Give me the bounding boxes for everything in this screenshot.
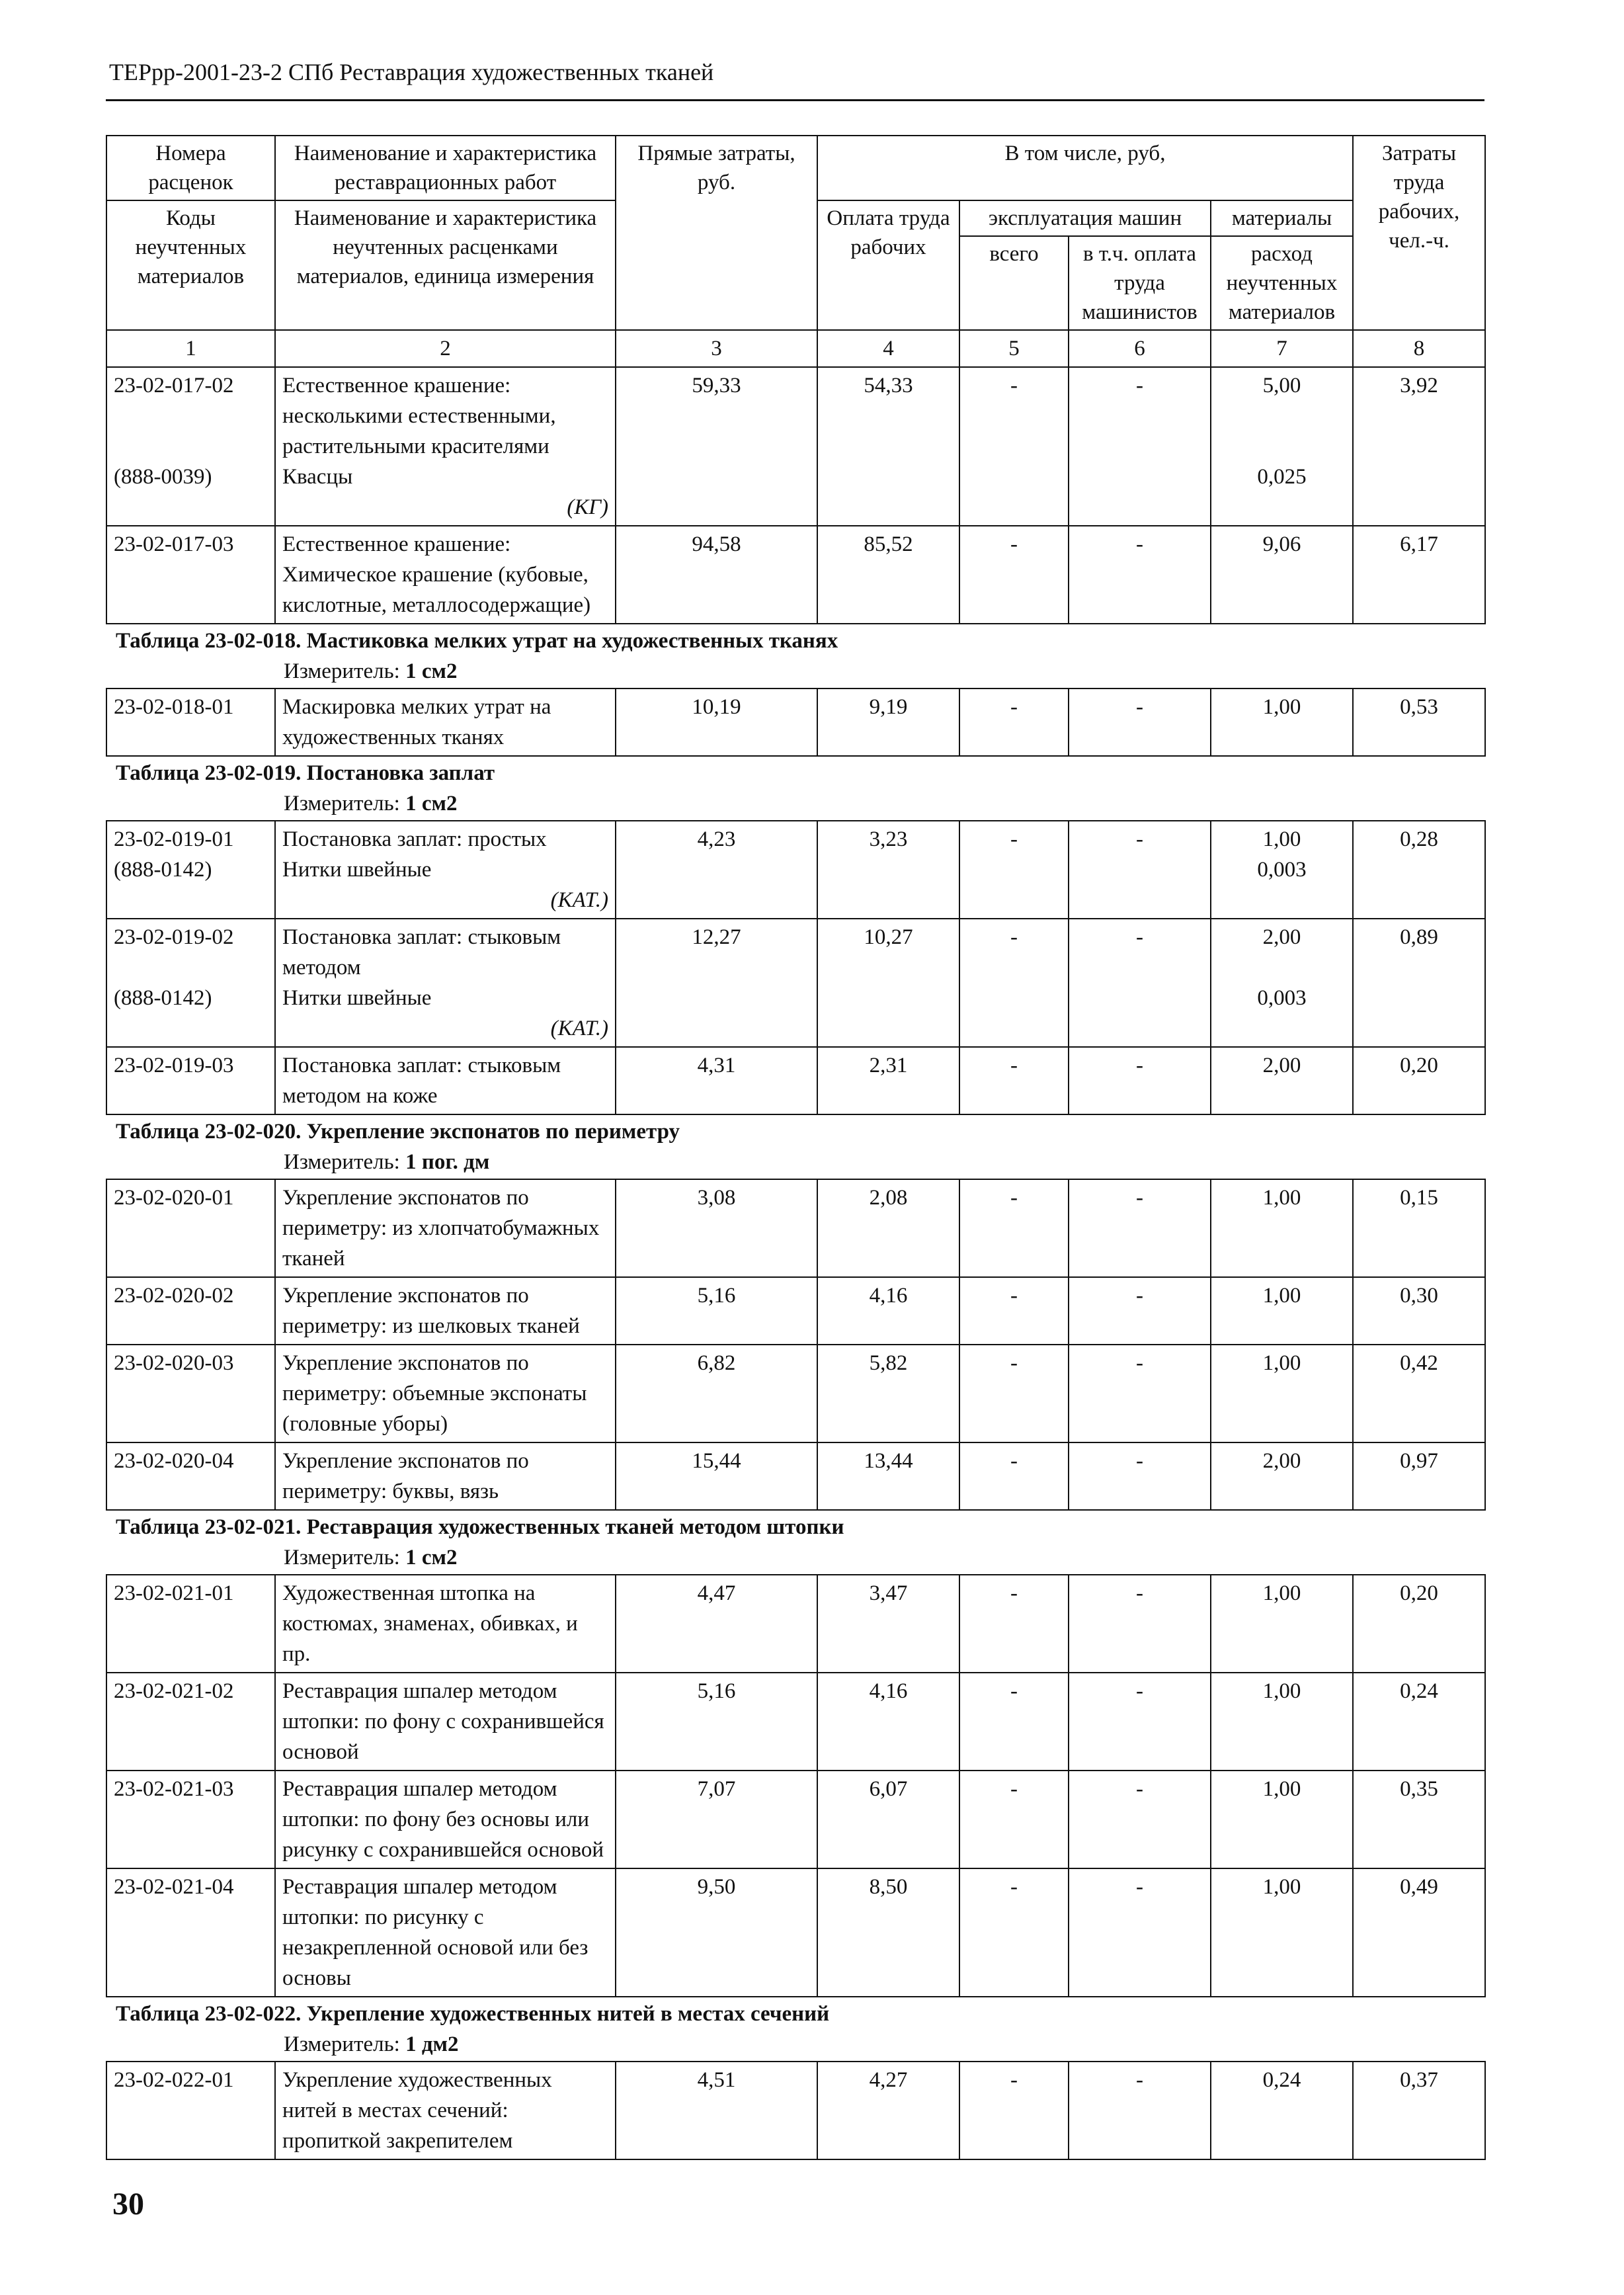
col-num: 7 xyxy=(1211,330,1353,367)
col-head-direct-costs: Прямые затраты, руб. xyxy=(616,136,817,330)
table-row xyxy=(106,1771,1485,1868)
direct-cost: 5,16 xyxy=(616,1673,817,1771)
worker-pay: 9,19 xyxy=(817,689,959,756)
worker-pay: 10,27 xyxy=(817,919,959,1047)
col-head-including: В том числе, руб, xyxy=(817,136,1353,200)
rate-code: 23-02-022-01 xyxy=(106,2062,275,2159)
material-use: 0,003 xyxy=(1257,986,1307,1010)
direct-cost: 4,23 xyxy=(616,821,817,919)
worker-pay: 3,47 xyxy=(817,1575,959,1673)
machines-total: - xyxy=(959,1673,1069,1771)
col-head-labor: Затраты труда рабочих, чел.-ч. xyxy=(1353,136,1485,330)
machines-total: - xyxy=(959,1047,1069,1114)
labor-cost: 3,92 xyxy=(1353,367,1485,526)
direct-cost: 6,82 xyxy=(616,1345,817,1442)
direct-cost: 4,51 xyxy=(616,2062,817,2159)
work-name: Укрепление экспонатов по периметру: из шелковых тканей xyxy=(275,1277,616,1345)
section-title: Таблица 23-02-019. Постановка заплат xyxy=(116,761,495,785)
labor-cost: 0,15 xyxy=(1353,1179,1485,1277)
machines-total: - xyxy=(959,1179,1069,1277)
operator-pay: - xyxy=(1069,1575,1211,1673)
table-row xyxy=(106,919,1485,1047)
worker-pay: 5,82 xyxy=(817,1345,959,1442)
materials-cost: 1,00 xyxy=(1211,1673,1353,1771)
work-name: Естественное крашение: несколькими естественными, растительными красителями xyxy=(282,374,556,458)
table-row xyxy=(106,526,1485,624)
col-head-machines: эксплуатация машин xyxy=(959,200,1211,236)
rate-code: 23-02-018-01 xyxy=(106,689,275,756)
labor-cost: 0,49 xyxy=(1353,1868,1485,1997)
labor-cost: 0,42 xyxy=(1353,1345,1485,1442)
col-num: 5 xyxy=(959,330,1069,367)
table-row xyxy=(106,1868,1485,1997)
direct-cost: 94,58 xyxy=(616,526,817,624)
section-title: Таблица 23-02-021. Реставрация художественных тканей методом штопки xyxy=(116,1515,844,1539)
machines-total: - xyxy=(959,1575,1069,1673)
machines-total: - xyxy=(959,689,1069,756)
worker-pay: 2,31 xyxy=(817,1047,959,1114)
operator-pay: - xyxy=(1069,367,1211,526)
operator-pay: - xyxy=(1069,919,1211,1047)
table-row xyxy=(106,2062,1485,2159)
direct-cost: 7,07 xyxy=(616,1771,817,1868)
section-title: Таблица 23-02-018. Мастиковка мелких утрат на художественных тканях xyxy=(116,629,838,653)
labor-cost: 0,24 xyxy=(1353,1673,1485,1771)
materials-cost: 9,06 xyxy=(1211,526,1353,624)
worker-pay: 4,27 xyxy=(817,2062,959,2159)
machines-total: - xyxy=(959,526,1069,624)
measure-value: 1 см2 xyxy=(405,1546,458,1569)
operator-pay: - xyxy=(1069,526,1211,624)
materials-cost: 5,00 xyxy=(1262,374,1301,397)
material-name: Квасцы xyxy=(282,465,353,489)
worker-pay: 4,16 xyxy=(817,1673,959,1771)
material-use: 0,025 xyxy=(1257,465,1307,489)
rates-table xyxy=(106,135,1486,2160)
table-row xyxy=(106,1179,1485,1277)
machines-total: - xyxy=(959,1868,1069,1997)
work-name: Естественное крашение: Химическое крашение (кубовые, кислотные, металлосодержащие) xyxy=(275,526,616,624)
operator-pay: - xyxy=(1069,1179,1211,1277)
operator-pay: - xyxy=(1069,1868,1211,1997)
worker-pay: 4,16 xyxy=(817,1277,959,1345)
labor-cost: 0,37 xyxy=(1353,2062,1485,2159)
materials-cost: 1,00 xyxy=(1211,1575,1353,1673)
material-code: (888-0142) xyxy=(114,986,212,1010)
worker-pay: 13,44 xyxy=(817,1442,959,1510)
labor-cost: 0,20 xyxy=(1353,1047,1485,1114)
material-code: (888-0039) xyxy=(114,465,212,489)
measure-value: 1 дм2 xyxy=(405,2032,459,2056)
rate-code: 23-02-020-04 xyxy=(106,1442,275,1510)
page-number: 30 xyxy=(112,2187,144,2222)
materials-cost: 1,00 xyxy=(1262,827,1301,851)
work-name: Постановка заплат: стыковым методом xyxy=(282,925,561,980)
operator-pay: - xyxy=(1069,1442,1211,1510)
direct-cost: 9,50 xyxy=(616,1868,817,1997)
direct-cost: 10,19 xyxy=(616,689,817,756)
operator-pay: - xyxy=(1069,1277,1211,1345)
table-row xyxy=(106,689,1485,756)
material-unit: (КАТ.) xyxy=(550,888,608,912)
work-name: Постановка заплат: стыковым методом на коже xyxy=(275,1047,616,1114)
work-name: Реставрация шпалер методом штопки: по фону с сохранившейся основой xyxy=(275,1673,616,1771)
col-num: 8 xyxy=(1353,330,1485,367)
direct-cost: 59,33 xyxy=(616,367,817,526)
measure-value: 1 пог. дм xyxy=(405,1150,490,1174)
work-name: Постановка заплат: простых xyxy=(282,827,547,851)
work-name: Маскировка мелких утрат на художественных тканях xyxy=(275,689,616,756)
materials-cost: 1,00 xyxy=(1211,1771,1353,1868)
operator-pay: - xyxy=(1069,2062,1211,2159)
col-num: 4 xyxy=(817,330,959,367)
materials-cost: 1,00 xyxy=(1211,689,1353,756)
materials-cost: 2,00 xyxy=(1211,1047,1353,1114)
table-row xyxy=(106,1442,1485,1510)
material-unit: (КАТ.) xyxy=(550,1017,608,1040)
rate-code: 23-02-019-02 xyxy=(114,925,234,949)
worker-pay: 3,23 xyxy=(817,821,959,919)
section-title: Таблица 23-02-022. Укрепление художественных нитей в местах сечений xyxy=(116,2002,830,2026)
operator-pay: - xyxy=(1069,1673,1211,1771)
labor-cost: 6,17 xyxy=(1353,526,1485,624)
table-row xyxy=(106,1673,1485,1771)
col-num: 1 xyxy=(106,330,275,367)
table-row xyxy=(106,367,1485,526)
column-numbers xyxy=(106,330,1485,367)
operator-pay: - xyxy=(1069,821,1211,919)
machines-total: - xyxy=(959,821,1069,919)
table-row xyxy=(106,1047,1485,1114)
section-title: Таблица 23-02-020. Укрепление экспонатов по периметру xyxy=(116,1120,680,1144)
col-num: 6 xyxy=(1069,330,1211,367)
table-row xyxy=(106,1277,1485,1345)
measure-value: 1 см2 xyxy=(405,792,458,815)
labor-cost: 0,28 xyxy=(1353,821,1485,919)
table-row xyxy=(106,1345,1485,1442)
col-num: 3 xyxy=(616,330,817,367)
material-name: Нитки швейные xyxy=(282,858,432,882)
rate-code: 23-02-021-02 xyxy=(106,1673,275,1771)
labor-cost: 0,30 xyxy=(1353,1277,1485,1345)
machines-total: - xyxy=(959,1442,1069,1510)
materials-cost: 1,00 xyxy=(1211,1179,1353,1277)
materials-cost: 2,00 xyxy=(1262,925,1301,949)
measure-label: Измеритель: xyxy=(284,659,400,683)
machines-total: - xyxy=(959,1277,1069,1345)
labor-cost: 0,35 xyxy=(1353,1771,1485,1868)
machines-total: - xyxy=(959,1771,1069,1868)
machines-total: - xyxy=(959,2062,1069,2159)
running-header: ТЕРрр-2001-23-2 СПб Реставрация художественных тканей xyxy=(109,59,714,85)
worker-pay: 2,08 xyxy=(817,1179,959,1277)
labor-cost: 0,97 xyxy=(1353,1442,1485,1510)
material-code: (888-0142) xyxy=(114,858,212,882)
worker-pay: 8,50 xyxy=(817,1868,959,1997)
measure-label: Измеритель: xyxy=(284,1546,400,1569)
work-name: Реставрация шпалер методом штопки: по фону без основы или рисунку с сохранившейся основой xyxy=(275,1771,616,1868)
worker-pay: 54,33 xyxy=(817,367,959,526)
labor-cost: 0,89 xyxy=(1353,919,1485,1047)
machines-total: - xyxy=(959,919,1069,1047)
rate-code: 23-02-021-04 xyxy=(106,1868,275,1997)
operator-pay: - xyxy=(1069,689,1211,756)
col-head-material-name: Наименование и характеристика неучтенных расценками материалов, единица измерения xyxy=(275,200,616,330)
col-head-work-name: Наименование и характеристика реставрационных работ xyxy=(275,136,616,200)
col-num: 2 xyxy=(275,330,616,367)
material-unit: (КГ) xyxy=(567,495,608,519)
worker-pay: 6,07 xyxy=(817,1771,959,1868)
col-head-material-use: расход неучтенных материалов xyxy=(1211,236,1353,330)
worker-pay: 85,52 xyxy=(817,526,959,624)
machines-total: - xyxy=(959,367,1069,526)
direct-cost: 12,27 xyxy=(616,919,817,1047)
work-name: Укрепление экспонатов по периметру: буквы, вязь xyxy=(275,1442,616,1510)
direct-cost: 5,16 xyxy=(616,1277,817,1345)
material-name: Нитки швейные xyxy=(282,986,432,1010)
table-row xyxy=(106,821,1485,919)
work-name: Укрепление экспонатов по периметру: из хлопчатобумажных тканей xyxy=(275,1179,616,1277)
direct-cost: 3,08 xyxy=(616,1179,817,1277)
table-row xyxy=(106,1575,1485,1673)
direct-cost: 4,47 xyxy=(616,1575,817,1673)
rate-code: 23-02-020-02 xyxy=(106,1277,275,1345)
rate-code: 23-02-019-01 xyxy=(114,827,234,851)
materials-cost: 1,00 xyxy=(1211,1277,1353,1345)
work-name: Укрепление экспонатов по периметру: объемные экспонаты (головные уборы) xyxy=(275,1345,616,1442)
rate-code: 23-02-019-03 xyxy=(106,1047,275,1114)
rate-code: 23-02-017-03 xyxy=(106,526,275,624)
col-head-machines-total: всего xyxy=(959,236,1069,330)
labor-cost: 0,20 xyxy=(1353,1575,1485,1673)
work-name: Укрепление художественных нитей в местах сечений: пропиткой закрепителем xyxy=(275,2062,616,2159)
col-head-rate-numbers: Номера расценок xyxy=(106,136,275,200)
material-use: 0,003 xyxy=(1257,858,1307,882)
col-head-operator-pay: в т.ч. оплата труда машинистов xyxy=(1069,236,1211,330)
work-name: Реставрация шпалер методом штопки: по рисунку с незакрепленной основой или без основы xyxy=(275,1868,616,1997)
operator-pay: - xyxy=(1069,1345,1211,1442)
rate-code: 23-02-017-02 xyxy=(114,374,234,397)
col-head-worker-pay: Оплата труда рабочих xyxy=(817,200,959,330)
labor-cost: 0,53 xyxy=(1353,689,1485,756)
rate-code: 23-02-020-03 xyxy=(106,1345,275,1442)
measure-label: Измеритель: xyxy=(284,1150,400,1174)
materials-cost: 1,00 xyxy=(1211,1868,1353,1997)
header-rule xyxy=(106,99,1484,101)
rate-code: 23-02-020-01 xyxy=(106,1179,275,1277)
operator-pay: - xyxy=(1069,1047,1211,1114)
rate-code: 23-02-021-01 xyxy=(106,1575,275,1673)
rate-code: 23-02-021-03 xyxy=(106,1771,275,1868)
machines-total: - xyxy=(959,1345,1069,1442)
materials-cost: 0,24 xyxy=(1211,2062,1353,2159)
column-headers xyxy=(106,136,1485,330)
col-head-materials: материалы xyxy=(1211,200,1353,236)
direct-cost: 4,31 xyxy=(616,1047,817,1114)
col-head-material-codes: Коды неучтенных материалов xyxy=(106,200,275,330)
measure-value: 1 см2 xyxy=(405,659,458,683)
materials-cost: 1,00 xyxy=(1211,1345,1353,1442)
operator-pay: - xyxy=(1069,1771,1211,1868)
work-name: Художественная штопка на костюмах, знаменах, обивках, и пр. xyxy=(275,1575,616,1673)
measure-label: Измеритель: xyxy=(284,2032,400,2056)
direct-cost: 15,44 xyxy=(616,1442,817,1510)
materials-cost: 2,00 xyxy=(1211,1442,1353,1510)
measure-label: Измеритель: xyxy=(284,792,400,815)
